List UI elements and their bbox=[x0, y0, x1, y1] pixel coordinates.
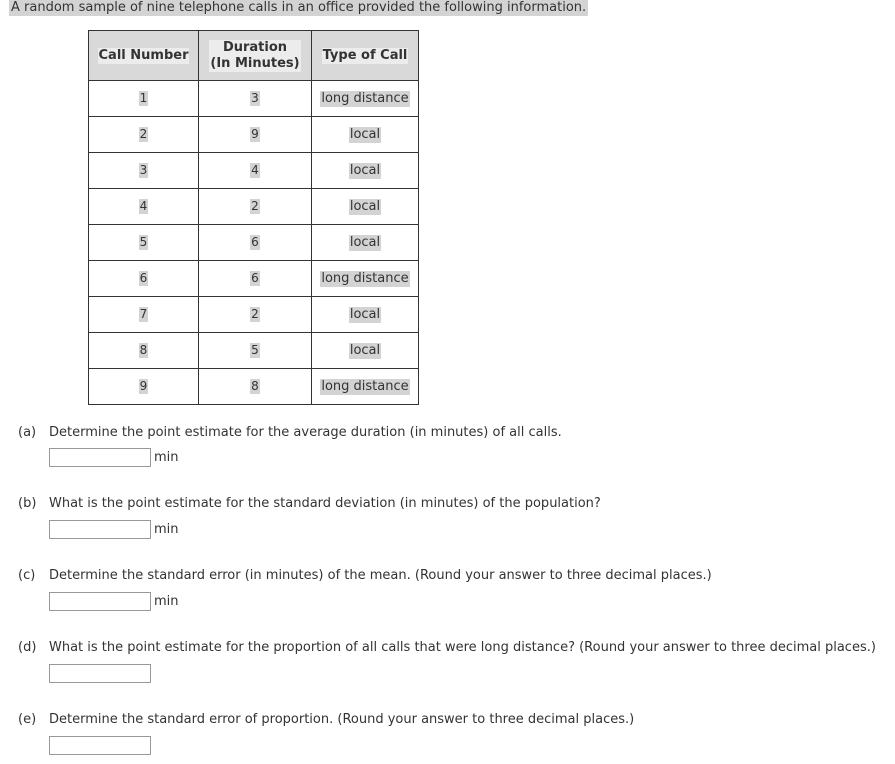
cell-call bbox=[89, 153, 199, 189]
type-value: local bbox=[349, 162, 381, 178]
question-e bbox=[18, 712, 634, 727]
duration-value: 9 bbox=[251, 127, 259, 141]
call-number-value: 3 bbox=[139, 163, 148, 177]
cell-type bbox=[312, 81, 419, 117]
cell-call bbox=[89, 261, 199, 297]
question-d-text: What is the point estimate for the proportion of all calls that were long distance? (Round your answer to three decimal places.) bbox=[49, 640, 876, 655]
table-row bbox=[89, 333, 419, 369]
table-row bbox=[89, 81, 419, 117]
cell-duration bbox=[199, 81, 312, 117]
cell-duration bbox=[199, 333, 312, 369]
header-call-number bbox=[89, 31, 199, 81]
answer-a-row bbox=[49, 448, 179, 467]
type-value: local bbox=[349, 306, 381, 322]
header-duration bbox=[199, 31, 312, 81]
answer-e-input[interactable] bbox=[49, 736, 151, 755]
call-number-value: 4 bbox=[139, 199, 148, 213]
question-e-text: Determine the standard error of proportion. (Round your answer to three decimal places.) bbox=[49, 712, 635, 727]
problem-intro: A random sample of nine telephone calls in an office provided the following information. bbox=[11, 0, 587, 15]
type-value: long distance bbox=[321, 90, 409, 106]
cell-type bbox=[312, 333, 419, 369]
call-number-value: 8 bbox=[139, 343, 148, 357]
cell-duration bbox=[199, 117, 312, 153]
answer-d-row bbox=[49, 664, 151, 683]
call-number-value: 9 bbox=[139, 379, 148, 393]
duration-value: 4 bbox=[251, 163, 259, 177]
table-row bbox=[89, 297, 419, 333]
cell-call bbox=[89, 333, 199, 369]
type-value: long distance bbox=[321, 378, 409, 394]
cell-type bbox=[312, 153, 419, 189]
header-duration-line2: (In Minutes) bbox=[210, 55, 300, 71]
type-value: local bbox=[349, 342, 381, 358]
cell-call bbox=[89, 225, 199, 261]
call-number-value: 7 bbox=[139, 307, 148, 321]
question-a-text: Determine the point estimate for the average duration (in minutes) of all calls. bbox=[49, 425, 562, 440]
table-row bbox=[89, 117, 419, 153]
answer-b-input[interactable] bbox=[49, 520, 151, 539]
cell-duration bbox=[199, 189, 312, 225]
call-number-value: 2 bbox=[139, 127, 148, 141]
cell-type bbox=[312, 117, 419, 153]
cell-call bbox=[89, 117, 199, 153]
duration-value: 6 bbox=[251, 235, 259, 249]
table-row bbox=[89, 153, 419, 189]
table-row bbox=[89, 189, 419, 225]
duration-value: 2 bbox=[251, 199, 259, 213]
header-type-label: Type of Call bbox=[322, 47, 408, 63]
type-value: local bbox=[349, 126, 381, 142]
cell-duration bbox=[199, 153, 312, 189]
duration-value: 8 bbox=[251, 379, 259, 393]
cell-type bbox=[312, 225, 419, 261]
duration-value: 6 bbox=[251, 271, 259, 285]
cell-call bbox=[89, 81, 199, 117]
question-a bbox=[18, 425, 562, 440]
table-row bbox=[89, 225, 419, 261]
answer-b-unit: min bbox=[154, 522, 179, 537]
answer-b-row bbox=[49, 520, 179, 539]
cell-call bbox=[89, 189, 199, 225]
question-c-text: Determine the standard error (in minutes) of the mean. (Round your answer to three decimal places.) bbox=[49, 568, 712, 583]
cell-duration bbox=[199, 261, 312, 297]
duration-value: 5 bbox=[251, 343, 259, 357]
question-d-letter: (d) bbox=[18, 640, 37, 655]
answer-e-row bbox=[49, 736, 151, 755]
call-number-value: 5 bbox=[139, 235, 148, 249]
table-row bbox=[89, 261, 419, 297]
duration-value: 3 bbox=[251, 91, 259, 105]
cell-type bbox=[312, 261, 419, 297]
header-call-number-label: Call Number bbox=[98, 47, 189, 63]
cell-duration bbox=[199, 297, 312, 333]
answer-a-input[interactable] bbox=[49, 448, 151, 467]
cell-duration bbox=[199, 369, 312, 405]
type-value: local bbox=[349, 198, 381, 214]
cell-type bbox=[312, 189, 419, 225]
header-type bbox=[312, 31, 419, 81]
answer-d-input[interactable] bbox=[49, 664, 151, 683]
question-c-letter: (c) bbox=[18, 568, 36, 583]
duration-value: 2 bbox=[251, 307, 259, 321]
question-e-letter: (e) bbox=[18, 712, 37, 727]
call-number-value: 1 bbox=[139, 91, 148, 105]
answer-c-input[interactable] bbox=[49, 592, 151, 611]
cell-call bbox=[89, 297, 199, 333]
table-row bbox=[89, 369, 419, 405]
question-d bbox=[18, 640, 876, 655]
calls-table bbox=[88, 30, 419, 405]
cell-type bbox=[312, 297, 419, 333]
header-duration-label bbox=[209, 40, 300, 72]
cell-duration bbox=[199, 225, 312, 261]
answer-a-unit: min bbox=[154, 450, 179, 465]
question-b-text: What is the point estimate for the standard deviation (in minutes) of the population? bbox=[49, 496, 601, 511]
type-value: long distance bbox=[321, 270, 409, 286]
answer-c-row bbox=[49, 592, 179, 611]
question-a-letter: (a) bbox=[18, 425, 37, 440]
question-b bbox=[18, 496, 601, 511]
answer-c-unit: min bbox=[154, 594, 179, 609]
cell-type bbox=[312, 369, 419, 405]
table-header-row bbox=[89, 31, 419, 81]
type-value: local bbox=[349, 234, 381, 250]
question-b-letter: (b) bbox=[18, 496, 37, 511]
header-duration-line1: Duration bbox=[222, 39, 288, 55]
question-c bbox=[18, 568, 712, 583]
cell-call bbox=[89, 369, 199, 405]
call-number-value: 6 bbox=[139, 271, 148, 285]
